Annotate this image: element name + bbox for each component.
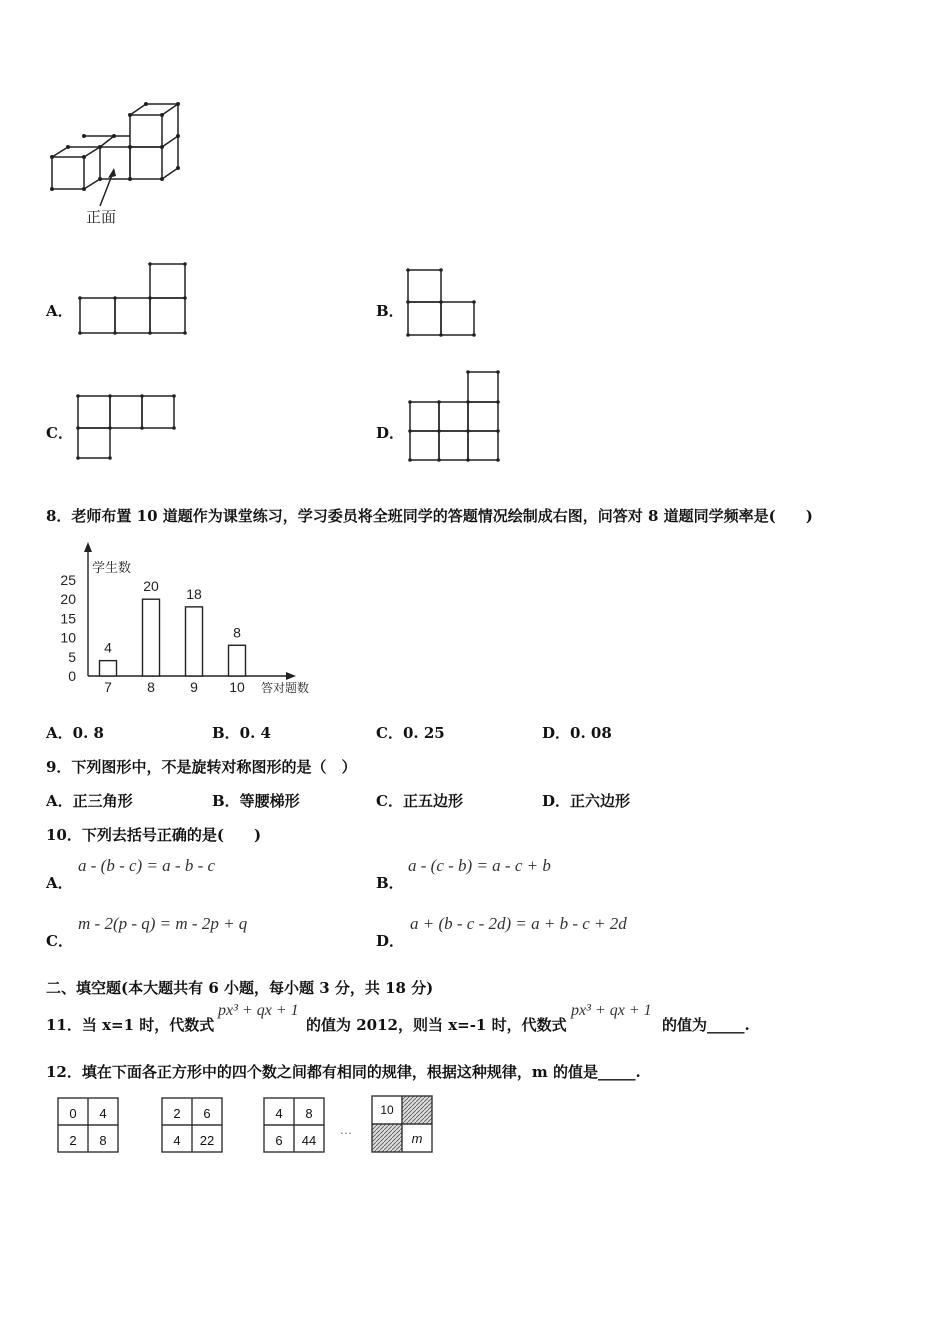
sq2-bottom-right: 22 — [199, 1133, 215, 1148]
sq1-bottom-left: 2 — [69, 1133, 77, 1148]
bar-value-label-8: 20 — [143, 578, 159, 595]
sq3-bottom-right: 44 — [301, 1133, 317, 1148]
sq3-top-right: 8 — [305, 1106, 313, 1121]
q9-option-a[interactable]: A．正三角形 — [46, 792, 133, 810]
option-a-figure — [76, 262, 192, 342]
y-tick-label-20: 20 — [60, 591, 76, 608]
question-11-part2: 的值为 2012，则当 x=-1 时，代数式 — [306, 1016, 567, 1034]
option-b-label[interactable]: B． — [376, 302, 404, 320]
sq2-top-left: 2 — [173, 1106, 181, 1121]
q11-expr-2: px³ + qx + 1 — [571, 1002, 652, 1019]
bar-9 — [186, 607, 203, 676]
bar-value-label-10: 8 — [233, 624, 241, 641]
sq1-top-right: 4 — [99, 1106, 107, 1121]
y-tick-label-25: 25 — [60, 572, 76, 588]
q10-option-a-expr: a - (b - c) = a - b - c — [78, 856, 216, 875]
y-tick-label-10: 10 — [60, 629, 76, 646]
q10-option-a-label[interactable]: A． — [46, 874, 73, 892]
option-c-figure — [74, 392, 182, 464]
q8-option-a[interactable]: A．0. 8 — [46, 724, 104, 742]
q9-option-b[interactable]: B．等腰梯形 — [212, 792, 300, 810]
sq4-top-left: 10 — [380, 1103, 394, 1117]
q9-option-c[interactable]: C．正五边形 — [376, 792, 463, 810]
y-tick-labels — [60, 572, 76, 684]
bar-value-labels — [104, 578, 241, 655]
q10-option-d-label[interactable]: D． — [376, 932, 405, 950]
bar-chart — [56, 540, 326, 700]
x-tick-label-7: 7 — [104, 679, 112, 695]
option-d-label[interactable]: D． — [376, 424, 405, 442]
number-squares — [56, 1094, 446, 1156]
x-tick-label-8: 8 — [147, 679, 155, 695]
question-11-part3: 的值为_____. — [662, 1016, 750, 1034]
q11-expr-1: px³ + qx + 1 — [218, 1002, 299, 1019]
bar-value-label-9: 18 — [186, 585, 202, 602]
q8-option-c[interactable]: C．0. 25 — [376, 724, 445, 742]
question-10-text: 10．下列去括号正确的是( ) — [46, 826, 262, 844]
q8-option-b[interactable]: B．0. 4 — [212, 724, 271, 742]
bars — [100, 599, 246, 676]
y-tick-label-5: 5 — [68, 648, 76, 665]
q10-option-c-label[interactable]: C． — [46, 932, 73, 950]
hatched-cell-top-right — [402, 1096, 432, 1124]
option-a-label[interactable]: A． — [46, 302, 73, 320]
bar-10 — [229, 645, 246, 676]
q10-option-b-expr: a - (c - b) = a - c + b — [408, 856, 551, 875]
question-8-text: 8．老师布置 10 道题作为课堂练习，学习委员将全班同学的答题情况绘制成右图，问答对 8 道题同学频率是( ) — [46, 507, 813, 525]
x-axis-arrow — [286, 672, 296, 680]
section-2-title: 二、填空题(本大题共有 6 小题，每小题 3 分，共 18 分) — [46, 979, 434, 997]
bar-value-label-7: 4 — [104, 639, 112, 656]
option-b-figure — [404, 266, 480, 340]
q9-option-d[interactable]: D．正六边形 — [542, 792, 631, 810]
ellipsis: … — [339, 1122, 353, 1137]
x-tick-label-10: 10 — [229, 679, 245, 695]
y-tick-label-15: 15 — [60, 610, 76, 627]
q10-option-d-expr: a + (b - c - 2d) = a + b - c + 2d — [410, 914, 627, 933]
sq3-top-left: 4 — [275, 1106, 283, 1121]
sq2-bottom-left: 4 — [173, 1133, 181, 1148]
question-9-text: 9．下列图形中，不是旋转对称图形的是（ ） — [46, 758, 357, 776]
sq1-top-left: 0 — [69, 1106, 77, 1121]
question-11-part1: 11．当 x=1 时，代数式 — [46, 1016, 215, 1034]
question-12-text: 12．填在下面各正方形中的四个数之间都有相同的规律，根据这种规律，m 的值是_____. — [46, 1063, 641, 1081]
q10-option-c-expr: m - 2(p - q) = m - 2p + q — [78, 914, 248, 933]
hatched-cell-bottom-left — [372, 1124, 402, 1152]
y-axis-arrow — [84, 542, 92, 552]
sq2-top-right: 6 — [203, 1106, 211, 1121]
q10-option-b-label[interactable]: B． — [376, 874, 404, 892]
option-d-figure — [406, 368, 506, 466]
bar-7 — [100, 661, 117, 676]
y-tick-label-0: 0 — [68, 668, 76, 684]
cube-stack-figure — [44, 98, 184, 228]
x-tick-labels — [104, 679, 245, 695]
front-label: 正面 — [86, 209, 117, 226]
x-axis-label: 答对题数 — [261, 681, 310, 695]
q8-option-d[interactable]: D．0. 08 — [542, 724, 612, 742]
y-axis-label: 学生数 — [92, 560, 132, 575]
x-tick-label-9: 9 — [190, 679, 198, 695]
sq3-bottom-left: 6 — [275, 1133, 283, 1148]
sq4-bottom-right: m — [411, 1131, 423, 1146]
option-c-label[interactable]: C． — [46, 424, 73, 442]
sq1-bottom-right: 8 — [99, 1133, 107, 1148]
bar-8 — [143, 599, 160, 676]
